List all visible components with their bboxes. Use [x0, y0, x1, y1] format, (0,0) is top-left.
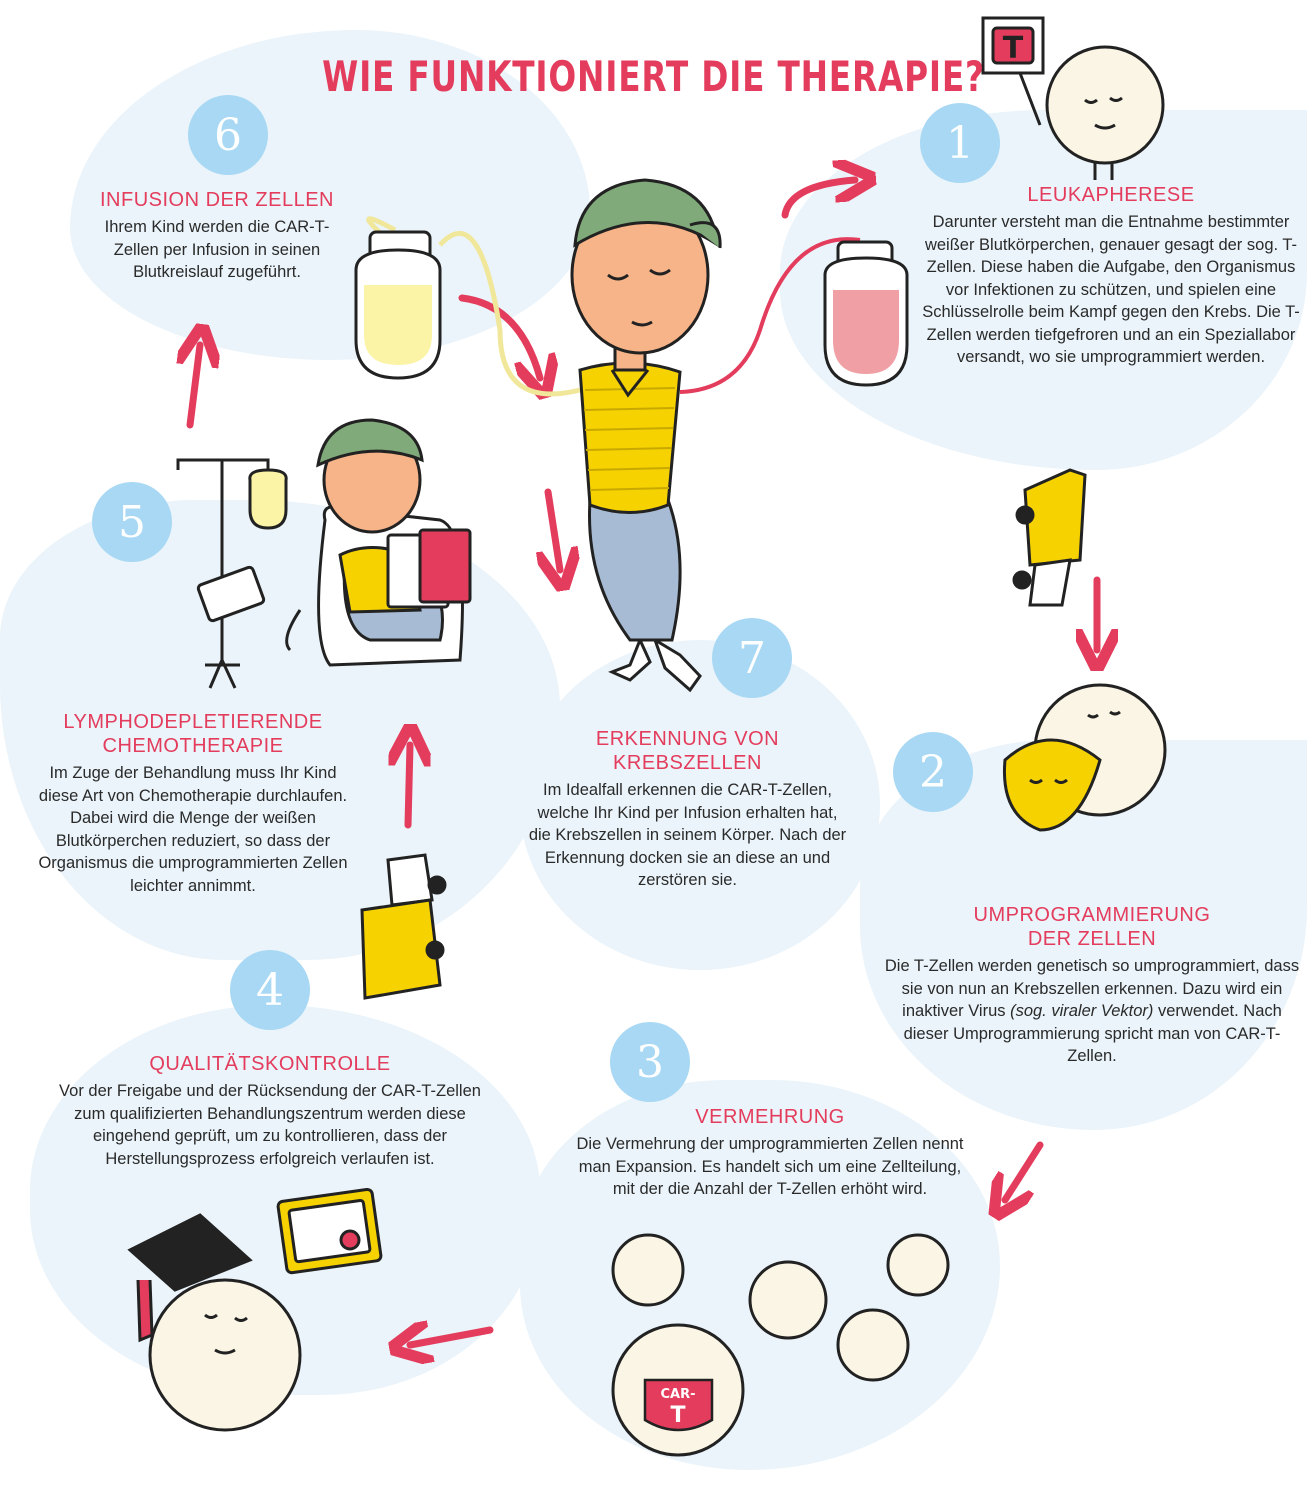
step-number-2: 2	[893, 732, 973, 812]
step-6-heading: INFUSION DER ZELLEN	[100, 189, 334, 211]
step-2-heading-line1: UMPROGRAMMIERUNG	[973, 904, 1211, 926]
step-4-heading: QUALITÄTSKONTROLLE	[149, 1053, 391, 1075]
step-number-3: 3	[610, 1022, 690, 1102]
page-title: WIE FUNKTIONIERT DIE THERAPIE?	[322, 52, 985, 101]
step-3-text: Die Vermehrung der umprogrammierten Zellen nennt man Expansion. Es handelt sich um eine Zellteilung, mit der die Anzahl der T-Zellen erhöht wird.	[576, 1135, 964, 1198]
infusion-bag-icon	[356, 232, 440, 378]
step-1-text: Darunter versteht man die Entnahme bestimmter weißer Blutkörperchen, genauer gesagt der sog. T-Zellen. Diese haben die Aufgabe, den Organismus vor Infektionen zu schützen, und spielen eine Schlüsselrolle beim Kampf gegen den Krebs. Die T-Zellen werden tiefgefroren und an ein Speziallabor versandt, wo sie umprogrammiert werden.	[922, 213, 1300, 366]
step-7-heading-line2: KREBSZELLEN	[613, 752, 762, 774]
step-7-text: Im Idealfall erkennen die CAR-T-Zellen, welche Ihr Kind per Infusion erhalten hat, die Krebszellen in seinem Körper. Nach der Erkennung docken sie an diese an und zerstören sie.	[528, 781, 847, 889]
step-4-quality-control	[50, 1052, 490, 1170]
step-2-text-italic: (sog. viraler Vektor)	[1010, 1002, 1154, 1020]
step-number-1: 1	[920, 103, 1000, 183]
car-t-badge	[645, 1380, 712, 1430]
step-1-leukapherese	[920, 183, 1302, 369]
step-5-text: Im Zuge der Behandlung muss Ihr Kind diese Art von Chemotherapie durchlaufen. Dabei wird die Menge der weißen Blutkörperchen reduziert, so dass der Organismus die umprogrammierten Zellen leichter annimmt.	[38, 764, 348, 895]
step-number-4: 4	[230, 950, 310, 1030]
virus-icon	[1004, 685, 1165, 830]
svg-text:T: T	[670, 1403, 686, 1428]
step-2-text	[882, 955, 1302, 1068]
shipping-container-icon	[1014, 470, 1085, 605]
shipping-container-icon	[362, 855, 445, 998]
svg-text:CAR-: CAR-	[660, 1387, 696, 1402]
step-2-reprogramming	[882, 903, 1302, 1068]
boy-character	[572, 180, 720, 690]
t-cell-character	[150, 1280, 300, 1430]
step-6-infusion	[82, 188, 352, 284]
step-1-heading: LEUKAPHERESE	[1027, 184, 1195, 206]
boy-character	[287, 420, 470, 665]
blood-bag-icon	[825, 242, 907, 385]
svg-text:T: T	[1002, 31, 1024, 66]
step-5-heading-line2: CHEMOTHERAPIE	[102, 735, 284, 757]
step-7-heading-line1: ERKENNUNG VON	[595, 728, 780, 750]
step-number-6: 6	[188, 95, 268, 175]
step-number-7: 7	[712, 618, 792, 698]
step-7-recognition	[525, 727, 850, 892]
step-4-text: Vor der Freigabe und der Rücksendung der CAR-T-Zellen zum qualifizierten Behandlungszentrum werden diese eingehend geprüft, um zu kontrollieren, dass der Herstellungsprozess erfolgreich verlaufen ist.	[59, 1082, 481, 1168]
iv-stand-icon	[178, 460, 286, 688]
step-2-text-after: verwendet. Nach dieser Umprogrammierung spricht man von CAR-T-Zellen.	[903, 1002, 1282, 1065]
step-6-text: Ihrem Kind werden die CAR-T-Zellen per Infusion in seinen Blutkreislauf zugeführt.	[104, 218, 330, 281]
step-2-text-before: Die T-Zellen werden genetisch so umprogrammiert, dass sie von nun an Krebszellen erkennen. Dazu wird ein inaktiver Virus	[884, 957, 1300, 1020]
certificate-icon	[277, 1189, 381, 1274]
step-3-heading: VERMEHRUNG	[695, 1106, 845, 1128]
step-2-heading	[882, 903, 1302, 951]
step-2-heading-line2: DER ZELLEN	[1027, 928, 1157, 950]
step-5-heading-line1: LYMPHODEPLETIERENDE	[63, 711, 323, 733]
step-5-chemotherapy	[28, 710, 358, 897]
step-number-5: 5	[92, 482, 172, 562]
step-7-heading	[525, 727, 850, 775]
step-5-heading	[28, 710, 358, 758]
step-3-multiplication	[568, 1105, 972, 1201]
